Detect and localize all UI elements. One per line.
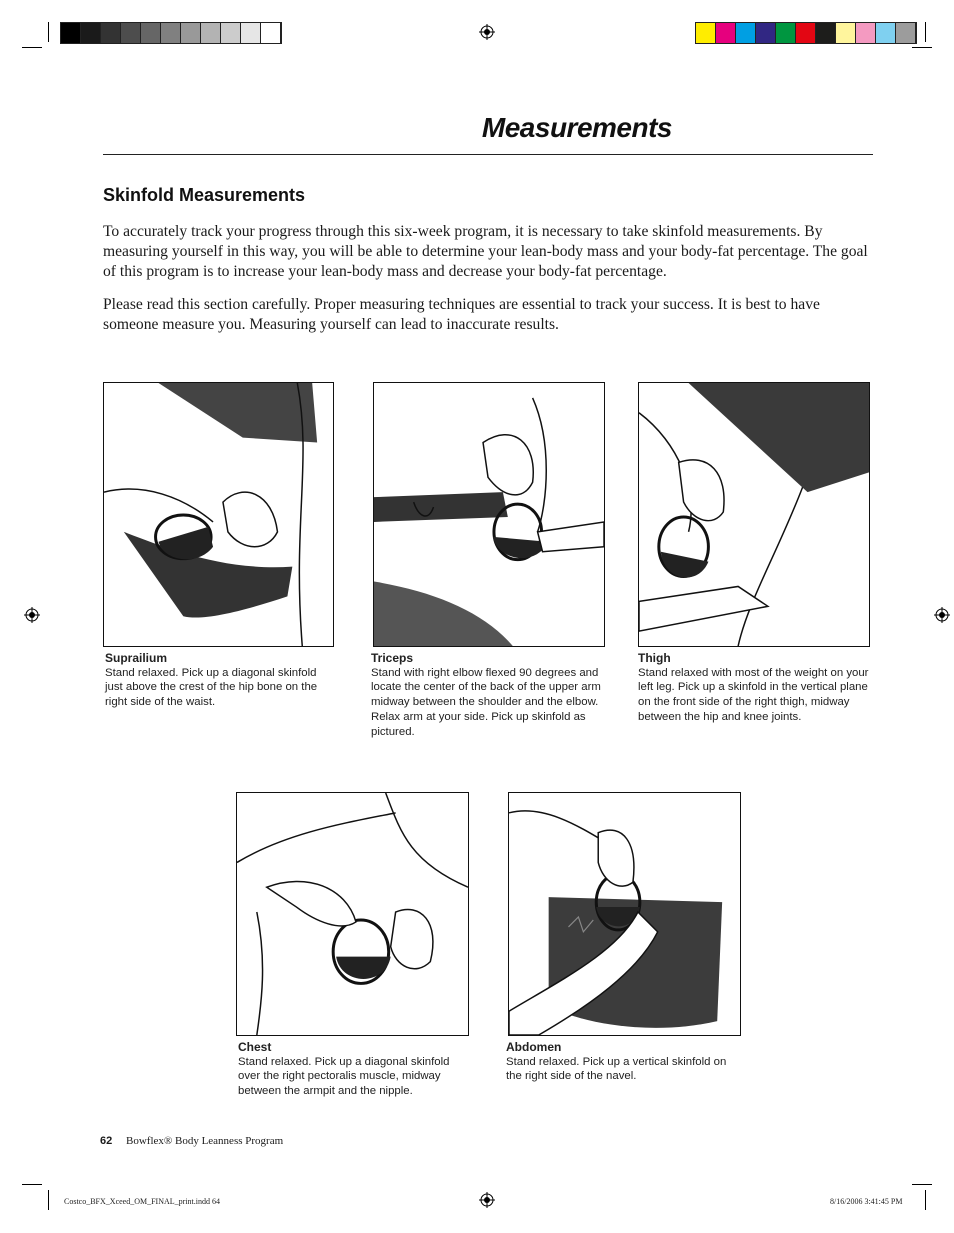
title-divider	[103, 154, 873, 155]
color-swatch	[201, 23, 221, 43]
section-title: Skinfold Measurements	[103, 185, 306, 205]
thigh-caption	[638, 651, 873, 725]
crop-mark	[925, 22, 926, 42]
intro-paragraph: To accurately track your progress through this six-week program, it is necessary to take skinfold measurements. By measuring yourself in this way, you will be able to determine your lean-body mass and your body-fat percentage. The goal of this program is to increase your lean-body mass and decrease your body-fat percentage.	[103, 223, 868, 280]
color-swatch	[181, 23, 201, 43]
crop-mark	[48, 22, 49, 42]
caption-text: Stand relaxed. Pick up a diagonal skinfold over the right pectoralis muscle, midway between the armpit and the nipple.	[238, 1055, 450, 1098]
caption-title: Triceps	[371, 651, 414, 665]
color-swatch	[896, 23, 916, 43]
crop-mark	[22, 1184, 42, 1185]
suprailium-illustration	[103, 382, 334, 647]
suprailium-caption	[105, 651, 330, 710]
caption-title: Suprailium	[105, 651, 168, 665]
color-swatch	[161, 23, 181, 43]
registration-mark-icon	[479, 24, 495, 40]
caption-title: Chest	[238, 1040, 272, 1054]
color-swatch	[736, 23, 756, 43]
caption-text: Stand relaxed with most of the weight on your left leg. Pick up a skinfold in the vertical plane on the front side of the right thigh, midway between the hip and knee joints.	[638, 666, 869, 723]
abdomen-caption	[506, 1040, 736, 1084]
crop-mark	[48, 1190, 49, 1210]
color-swatch	[716, 23, 736, 43]
color-swatch	[776, 23, 796, 43]
color-swatch	[241, 23, 261, 43]
caption-title: Thigh	[638, 651, 671, 665]
instruction-paragraph: Please read this section carefully. Proper measuring techniques are essential to track your success. It is best to have someone measure you. Measuring yourself can lead to inaccurate results.	[103, 296, 820, 333]
page-title: Measurements	[481, 112, 672, 143]
crop-mark	[912, 1184, 932, 1185]
color-swatch	[876, 23, 896, 43]
color-swatch	[61, 23, 81, 43]
color-swatch	[121, 23, 141, 43]
color-swatch	[101, 23, 121, 43]
file-slug: Costco_BFX_Xceed_OM_FINAL_print.indd 64	[64, 1197, 220, 1206]
registration-mark-icon	[479, 1192, 495, 1208]
date-slug: 8/16/2006 3:41:45 PM	[830, 1197, 903, 1206]
running-footer: Bowflex® Body Leanness Program	[126, 1135, 284, 1147]
color-swatch	[836, 23, 856, 43]
color-swatch	[756, 23, 776, 43]
chest-caption	[238, 1040, 463, 1099]
thigh-illustration	[638, 382, 870, 647]
color-swatch	[856, 23, 876, 43]
crop-mark	[22, 47, 42, 48]
registration-mark-icon	[934, 607, 950, 623]
gray-swatch-bar	[60, 22, 282, 44]
chest-illustration	[236, 792, 469, 1036]
caption-text: Stand relaxed. Pick up a vertical skinfold on the right side of the navel.	[506, 1055, 727, 1083]
triceps-caption	[371, 651, 606, 739]
caption-text: Stand with right elbow flexed 90 degrees and locate the center of the back of the upper arm midway between the shoulder and the elbow. Relax arm at your side. Pick up skinfold as pictured.	[371, 666, 601, 738]
color-swatch-bar	[695, 22, 917, 44]
caption-title: Abdomen	[506, 1040, 562, 1054]
color-swatch	[696, 23, 716, 43]
color-swatch	[261, 23, 281, 43]
crop-mark	[912, 47, 932, 48]
color-swatch	[221, 23, 241, 43]
registration-mark-icon	[24, 607, 40, 623]
color-swatch	[81, 23, 101, 43]
color-swatch	[796, 23, 816, 43]
crop-mark	[925, 1190, 926, 1210]
page-number: 62	[100, 1135, 113, 1147]
abdomen-illustration	[508, 792, 741, 1036]
color-swatch	[816, 23, 836, 43]
caption-text: Stand relaxed. Pick up a diagonal skinfold just above the crest of the hip bone on the right side of the waist.	[105, 666, 318, 709]
triceps-illustration	[373, 382, 605, 647]
color-swatch	[141, 23, 161, 43]
